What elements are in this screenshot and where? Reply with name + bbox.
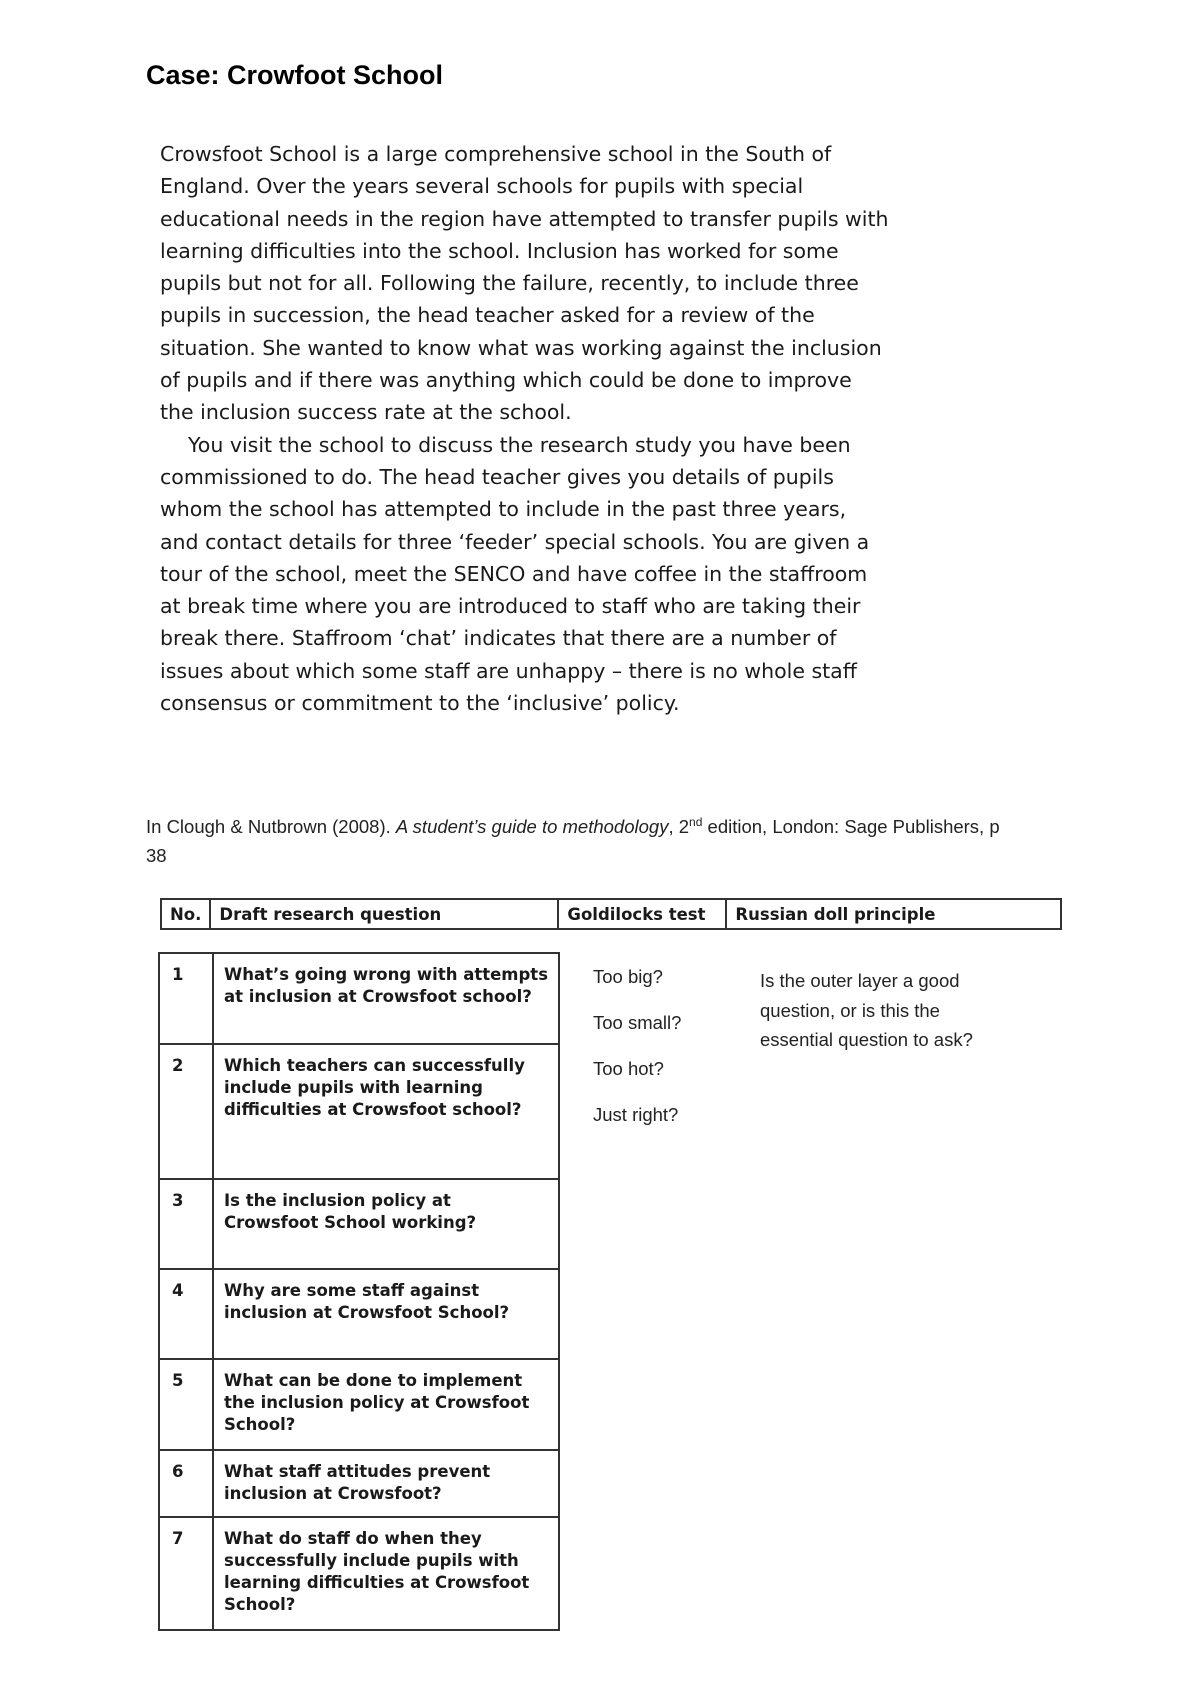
row-number: 4 [159,1269,213,1359]
row-number: 6 [159,1450,213,1517]
row-question: Why are some staff against inclusion at Crowsfoot School? [213,1269,559,1359]
goldilocks-option: Too big? [593,966,663,987]
goldilocks-options [593,966,681,1150]
row-number: 1 [159,953,213,1044]
row-question: Is the inclusion policy at Crowsfoot School working? [213,1179,559,1269]
row-question: What staff attitudes prevent inclusion at Crowsfoot? [213,1450,559,1517]
goldilocks-option: Just right? [593,1104,679,1125]
goldilocks-option: Too small? [593,1012,682,1033]
row-question: What’s going wrong with attempts at inclusion at Crowsfoot school? [213,953,559,1044]
passage-paragraph-2: You visit the school to discuss the research study you have been commissioned to do. The head teacher gives you details of pupils whom the school has attempted to include in the past three years, and contact details for three ‘feeder’ special schools. You are given a tour of the school, meet the SENCO and have coffee in the staffroom at break time where you are introduced to staff who are taking their break there. Staffroom ‘chat’ indicates that there are a number of issues about which some staff are unhappy – there is no whole staff consensus or commitment to the ‘inclusive’ policy. [160,432,870,716]
table-row [159,953,559,1044]
citation-book-title: A student’s guide to methodology [395,816,669,837]
table-header [160,898,1062,930]
header-question: Draft research question [210,899,558,929]
row-number: 5 [159,1359,213,1450]
page-title: Case: Crowfoot School [146,60,444,90]
citation-edition-num: , 2 [668,816,690,837]
row-question: Which teachers can successfully include pupils with learning difficulties at Crowsfoot school? [213,1044,559,1179]
citation-prefix: In Clough & Nutbrown (2008). [146,816,396,837]
row-number: 7 [159,1517,213,1630]
header-no: No. [161,899,210,929]
table-row [159,1359,559,1450]
question-table [158,952,560,1631]
table-row [159,1450,559,1517]
passage-paragraph-1: Crowsfoot School is a large comprehensive school in the South of England. Over the years several schools for pupils with special educational needs in the region have attempted to transfer pupils with learning difficulties into the school. Inclusion has worked for some pupils but not for all. Following the failure, recently, to include three pupils in succession, the head teacher asked for a review of the situation. She wanted to know what was working against the inclusion of pupils and if there was anything which could be done to improve the inclusion success rate at the school. [160,142,889,425]
table-row [159,1179,559,1269]
row-number: 2 [159,1044,213,1179]
row-number: 3 [159,1179,213,1269]
table-row [159,1044,559,1179]
header-goldilocks: Goldilocks test [558,899,726,929]
header-russian-doll: Russian doll principle [726,899,1061,929]
citation [146,812,1006,870]
citation-edition-sup: nd [689,814,703,829]
citation-suffix: edition, London: Sage Publishers, p 38 [146,816,1000,866]
russian-doll-note: Is the outer layer a good question, or is this the essential question to ask? [760,970,973,1050]
case-passage [160,138,890,719]
row-question: What do staff do when they successfully include pupils with learning difficulties at Crowsfoot School? [213,1517,559,1630]
table-row [159,1269,559,1359]
table-row [159,1517,559,1630]
goldilocks-option: Too hot? [593,1058,664,1079]
row-question: What can be done to implement the inclusion policy at Crowsfoot School? [213,1359,559,1450]
